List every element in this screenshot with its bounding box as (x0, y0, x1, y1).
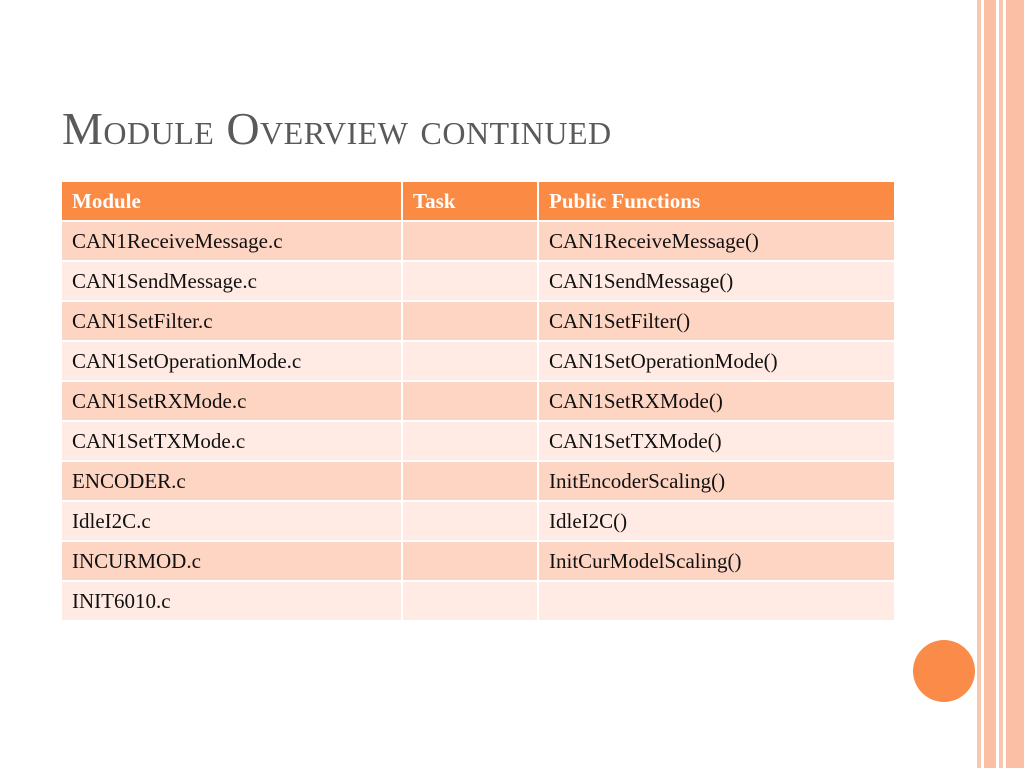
table-header-row (61, 181, 895, 221)
cell-public-functions: CAN1SetRXMode() (538, 381, 895, 421)
table-row (61, 501, 895, 541)
cell-task (402, 221, 538, 261)
table-row (61, 461, 895, 501)
cell-module: CAN1SetRXMode.c (61, 381, 402, 421)
cell-public-functions: CAN1SetFilter() (538, 301, 895, 341)
cell-module: ENCODER.c (61, 461, 402, 501)
cell-public-functions (538, 581, 895, 621)
cell-task (402, 461, 538, 501)
decor-stripe-2 (984, 0, 996, 768)
cell-public-functions: CAN1SendMessage() (538, 261, 895, 301)
cell-public-functions: CAN1ReceiveMessage() (538, 221, 895, 261)
decor-circle (913, 640, 975, 702)
header-public-functions: Public Functions (538, 181, 895, 221)
module-table (60, 180, 896, 622)
cell-task (402, 421, 538, 461)
cell-task (402, 501, 538, 541)
cell-public-functions: CAN1SetTXMode() (538, 421, 895, 461)
cell-task (402, 301, 538, 341)
cell-module: CAN1ReceiveMessage.c (61, 221, 402, 261)
table-row (61, 581, 895, 621)
cell-task (402, 261, 538, 301)
cell-module: INIT6010.c (61, 581, 402, 621)
table-row (61, 261, 895, 301)
cell-public-functions: InitCurModelScaling() (538, 541, 895, 581)
header-task: Task (402, 181, 538, 221)
decor-stripe-1 (977, 0, 981, 768)
cell-task (402, 341, 538, 381)
cell-public-functions: CAN1SetOperationMode() (538, 341, 895, 381)
cell-task (402, 381, 538, 421)
decor-stripe-4 (1006, 0, 1024, 768)
table-row (61, 421, 895, 461)
cell-module: CAN1SetTXMode.c (61, 421, 402, 461)
table-row (61, 541, 895, 581)
cell-task (402, 581, 538, 621)
decor-stripe-3 (999, 0, 1003, 768)
cell-public-functions: InitEncoderScaling() (538, 461, 895, 501)
slide-title: Module Overview continued (62, 103, 612, 154)
cell-module: CAN1SetFilter.c (61, 301, 402, 341)
cell-task (402, 541, 538, 581)
table-row (61, 301, 895, 341)
cell-module: CAN1SetOperationMode.c (61, 341, 402, 381)
cell-public-functions: IdleI2C() (538, 501, 895, 541)
cell-module: INCURMOD.c (61, 541, 402, 581)
cell-module: CAN1SendMessage.c (61, 261, 402, 301)
table-row (61, 221, 895, 261)
table-row (61, 341, 895, 381)
table-row (61, 381, 895, 421)
cell-module: IdleI2C.c (61, 501, 402, 541)
header-module: Module (61, 181, 402, 221)
